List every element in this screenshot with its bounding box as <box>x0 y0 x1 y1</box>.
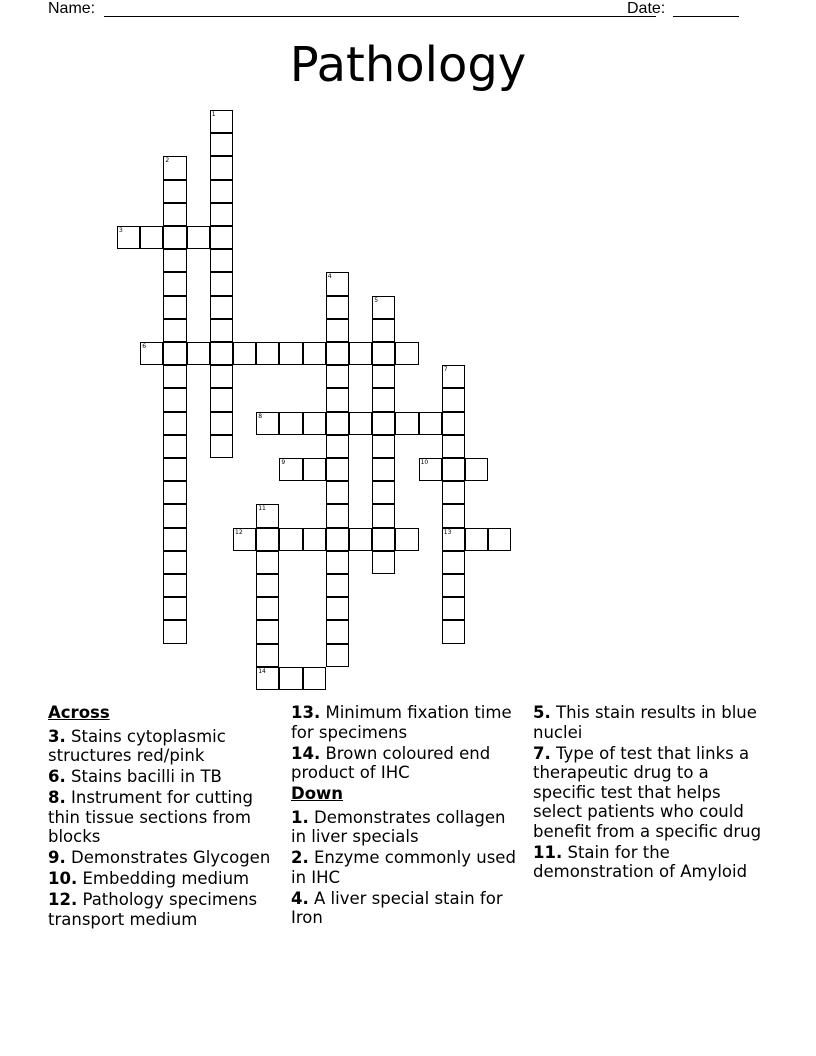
grid-cell[interactable] <box>326 458 349 481</box>
grid-cell[interactable] <box>442 365 465 388</box>
grid-cell[interactable] <box>372 435 395 458</box>
grid-cell[interactable] <box>326 365 349 388</box>
grid-cell[interactable] <box>163 272 186 295</box>
clue-down-2: 2. Enzyme commonly used in IHC <box>291 848 516 887</box>
grid-cell[interactable] <box>256 504 279 527</box>
clue-across-14: 14. Brown coloured end product of IHC <box>291 743 491 782</box>
grid-cell[interactable] <box>372 551 395 574</box>
grid-cell[interactable] <box>303 342 326 365</box>
grid-cell[interactable] <box>279 412 302 435</box>
clue-across-9: 9. Demonstrates Glycogen <box>48 848 271 867</box>
down-heading: Down <box>291 784 344 803</box>
grid-cell[interactable] <box>419 412 442 435</box>
grid-cell[interactable] <box>442 435 465 458</box>
clue-number: 10 <box>420 459 429 466</box>
grid-cell[interactable] <box>279 342 302 365</box>
grid-cell[interactable] <box>303 412 326 435</box>
grid-cell[interactable] <box>465 458 488 481</box>
clue-across-13: 13. Minimum fixation time for specimens <box>291 703 512 742</box>
grid-cell[interactable] <box>256 342 279 365</box>
grid-cell[interactable] <box>210 226 233 249</box>
grid-cell[interactable] <box>372 319 395 342</box>
grid-cell[interactable] <box>163 365 186 388</box>
grid-cell[interactable] <box>326 435 349 458</box>
clue-number: 2 <box>165 157 170 165</box>
grid-cell[interactable] <box>442 504 465 527</box>
grid-cell[interactable] <box>442 412 465 435</box>
grid-cell[interactable] <box>326 481 349 504</box>
grid-cell[interactable] <box>372 412 395 435</box>
grid-cell[interactable] <box>349 342 372 365</box>
clue-across-6: 6. Stains bacilli in TB <box>48 767 222 786</box>
clues-column-3 <box>533 703 773 883</box>
grid-cell[interactable] <box>303 528 326 551</box>
grid-cell[interactable] <box>279 528 302 551</box>
across-heading: Across <box>48 703 110 722</box>
grid-cell[interactable] <box>256 412 279 435</box>
clue-down-11: 11. Stain for the demonstration of Amyloid <box>533 842 748 881</box>
grid-cell[interactable] <box>326 644 349 667</box>
name-label: Name: <box>48 0 96 17</box>
grid-cell[interactable] <box>442 551 465 574</box>
grid-cell[interactable] <box>442 388 465 411</box>
clue-number: 7 <box>443 366 448 374</box>
grid-cell[interactable] <box>210 180 233 203</box>
grid-cell[interactable] <box>210 203 233 226</box>
grid-cell[interactable] <box>210 249 233 272</box>
grid-cell[interactable] <box>465 528 488 551</box>
clues-column-1 <box>48 703 280 931</box>
grid-cell[interactable] <box>163 458 186 481</box>
grid-cell[interactable] <box>256 528 279 551</box>
grid-cell[interactable] <box>279 667 302 690</box>
clue-number: 4 <box>327 273 332 281</box>
clue-down-1: 1. Demonstrates collagen in liver specials <box>291 807 506 846</box>
grid-cell[interactable] <box>210 388 233 411</box>
grid-cell[interactable] <box>442 620 465 643</box>
grid-cell[interactable] <box>326 504 349 527</box>
clue-across-10: 10. Embedding medium <box>48 869 250 888</box>
grid-cell[interactable] <box>117 226 140 249</box>
grid-cell[interactable] <box>442 481 465 504</box>
clue-number: 8 <box>258 412 263 420</box>
grid-cell[interactable] <box>163 180 186 203</box>
clue-across-12: 12. Pathology specimens transport medium <box>48 890 258 929</box>
grid-cell[interactable] <box>163 504 186 527</box>
grid-cell[interactable] <box>210 435 233 458</box>
grid-cell[interactable] <box>163 226 186 249</box>
grid-cell[interactable] <box>233 528 256 551</box>
grid-cell[interactable] <box>442 528 465 551</box>
clue-number: 5 <box>374 296 379 304</box>
grid-cell[interactable] <box>326 388 349 411</box>
grid-cell[interactable] <box>303 667 326 690</box>
grid-cell[interactable] <box>210 412 233 435</box>
grid-cell[interactable] <box>372 528 395 551</box>
date-label: Date: <box>627 0 666 17</box>
clue-number: 9 <box>281 459 286 466</box>
clues-column-2 <box>291 703 521 929</box>
grid-cell[interactable] <box>326 574 349 597</box>
grid-cell[interactable] <box>256 551 279 574</box>
grid-cell[interactable] <box>163 435 186 458</box>
grid-cell[interactable] <box>210 296 233 319</box>
clue-down-5: 5. This stain results in blue nuclei <box>533 703 757 742</box>
grid-cell[interactable] <box>256 597 279 620</box>
grid-cell[interactable] <box>163 342 186 365</box>
grid-cell[interactable] <box>140 342 163 365</box>
grid-cell[interactable] <box>210 272 233 295</box>
grid-cell[interactable] <box>163 551 186 574</box>
grid-cell[interactable] <box>233 342 256 365</box>
grid-cell[interactable] <box>303 458 326 481</box>
grid-cell[interactable] <box>326 342 349 365</box>
grid-cell[interactable] <box>395 528 418 551</box>
clue-number: 1 <box>211 111 216 118</box>
grid-cell[interactable] <box>163 620 186 643</box>
grid-cell[interactable] <box>187 226 210 249</box>
grid-cell[interactable] <box>140 226 163 249</box>
grid-cell[interactable] <box>256 574 279 597</box>
grid-cell[interactable] <box>163 528 186 551</box>
grid-cell[interactable] <box>210 156 233 179</box>
grid-cell[interactable] <box>349 412 372 435</box>
grid-cell[interactable] <box>210 319 233 342</box>
grid-cell[interactable] <box>163 388 186 411</box>
grid-cell[interactable] <box>372 458 395 481</box>
clue-number: 14 <box>258 667 266 675</box>
grid-cell[interactable] <box>210 365 233 388</box>
grid-cell[interactable] <box>163 319 186 342</box>
grid-cell[interactable] <box>372 296 395 319</box>
grid-cell[interactable] <box>210 133 233 156</box>
grid-cell[interactable] <box>372 342 395 365</box>
grid-cell[interactable] <box>326 551 349 574</box>
clue-across-3: 3. Stains cytoplasmic structures red/pink <box>48 726 226 765</box>
grid-cell[interactable] <box>372 481 395 504</box>
grid-cell[interactable] <box>163 296 186 319</box>
clue-number: 13 <box>443 528 452 536</box>
grid-cell[interactable] <box>442 574 465 597</box>
grid-cell[interactable] <box>256 667 279 690</box>
grid-cell[interactable] <box>163 481 186 504</box>
grid-cell[interactable] <box>163 597 186 620</box>
clue-number: 11 <box>258 505 266 513</box>
grid-cell[interactable] <box>326 319 349 342</box>
grid-cell[interactable] <box>488 528 511 551</box>
grid-cell[interactable] <box>442 597 465 620</box>
grid-cell[interactable] <box>419 458 442 481</box>
grid-cell[interactable] <box>372 504 395 527</box>
grid-cell[interactable] <box>326 296 349 319</box>
page-title: Pathology <box>289 37 527 93</box>
grid-cell[interactable] <box>326 528 349 551</box>
grid-cell[interactable] <box>256 620 279 643</box>
grid-cell[interactable] <box>349 528 372 551</box>
clue-number: 3 <box>119 227 123 234</box>
grid-cell[interactable] <box>163 203 186 226</box>
grid-cell[interactable] <box>210 342 233 365</box>
grid-cell[interactable] <box>163 412 186 435</box>
grid-cell[interactable] <box>163 249 186 272</box>
grid-cell[interactable] <box>372 388 395 411</box>
clue-down-4: 4. A liver special stain for Iron <box>291 888 503 927</box>
grid-cell[interactable] <box>326 620 349 643</box>
grid-cell[interactable] <box>395 412 418 435</box>
grid-cell[interactable] <box>187 342 210 365</box>
grid-cell[interactable] <box>442 458 465 481</box>
grid-cell[interactable] <box>395 342 418 365</box>
grid-cell[interactable] <box>326 597 349 620</box>
grid-cell[interactable] <box>326 272 349 295</box>
clue-number: 12 <box>235 528 243 536</box>
grid-cell[interactable] <box>279 458 302 481</box>
grid-cell[interactable] <box>372 365 395 388</box>
clue-across-8: 8. Instrument for cutting thin tissue sections from blocks <box>48 788 253 846</box>
grid-cell[interactable] <box>163 574 186 597</box>
grid-cell[interactable] <box>210 110 233 133</box>
grid-cell[interactable] <box>256 644 279 667</box>
clue-number: 6 <box>142 343 147 350</box>
grid-cell[interactable] <box>326 412 349 435</box>
grid-cell[interactable] <box>163 156 186 179</box>
clue-down-7: 7. Type of test that links a therapeutic drug to a specific test that helps select patients who could benefit from a specific drug <box>533 743 762 841</box>
